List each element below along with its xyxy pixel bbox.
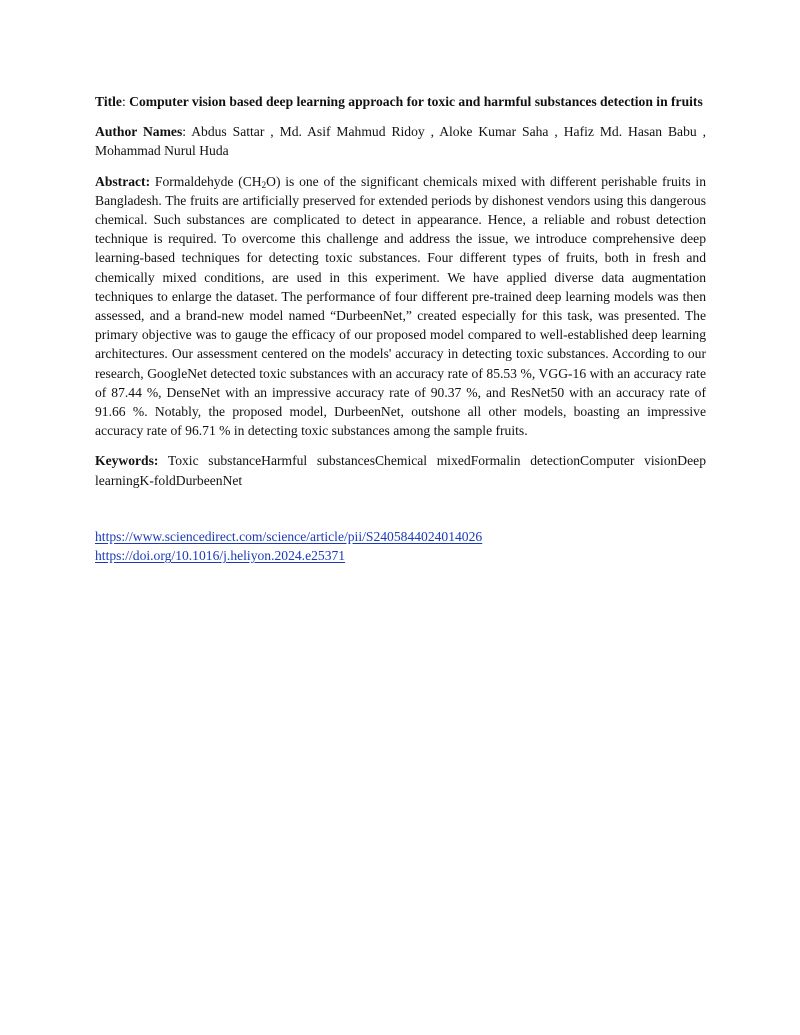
keywords-paragraph [95,451,706,489]
title-paragraph [95,92,706,111]
abstract-text-start: Formaldehyde (CH [150,173,262,189]
authors-paragraph [95,122,706,160]
authors-separator: : [182,124,192,140]
formula-subscript: 2 [261,179,267,190]
abstract-paragraph [95,172,706,441]
paper-title: Computer vision based deep learning approach for toxic and harmful substances detection in fruits [129,94,703,109]
sciencedirect-link[interactable]: https://www.sciencedirect.com/science/article/pii/S2405844024014026 [95,528,483,544]
keywords-label: Keywords: [95,453,159,469]
abstract-text-body: O) is one of the significant chemicals mixed with different perishable fruits in Bangladesh. The fruits are artificially preserved for extended periods by dishonest vendors using this dangerous chemical. Such substances are complicated to detect in appearance. Hence, a reliable and robust detection technique is required. To overcome this challenge and address the issue, we introduce comprehensive deep learning-based techniques for detecting toxic substances. Four different types of fruits, both in fresh and chemically mixed conditions, are used in this experiment. We have applied diverse data augmentation techniques to enlarge the dataset. The performance of four different pre-trained deep learning models was then assessed, and a brand-new model named “DurbeenNet,” created especially for this task, was presented. The primary objective was to gauge the efficacy of our proposed model compared to well-established deep learning architectures. Our assessment centered on the models' accuracy in detecting toxic substances. According to our research, GoogleNet detected toxic substances with an accuracy rate of 85.53 %, VGG-16 with an accuracy rate of 87.44 %, DenseNet with an impressive accuracy rate of 90.37 %, and ResNet50 with an accuracy rate of 91.66 %. Notably, the proposed model, DurbeenNet, outshone all other models, boasting an impressive accuracy rate of 96.71 % in detecting toxic substances among the sample fruits. [95,173,706,439]
keywords-text: Toxic substanceHarmful substancesChemical mixedFormalin detectionComputer visionDeep learningK-foldDurbeenNet [95,453,706,488]
document-page [95,92,706,565]
author-names: Abdus Sattar , Md. Asif Mahmud Ridoy , Aloke Kumar Saha , Hafiz Md. Hasan Babu , Mohammad Nurul Huda [95,124,706,159]
authors-label: Author Names [95,124,183,140]
reference-links [95,527,706,565]
abstract-label: Abstract: [95,173,151,189]
title-separator: : [121,94,130,109]
title-label: Title [95,94,122,109]
doi-link[interactable]: https://doi.org/10.1016/j.heliyon.2024.e25371 [95,548,346,564]
